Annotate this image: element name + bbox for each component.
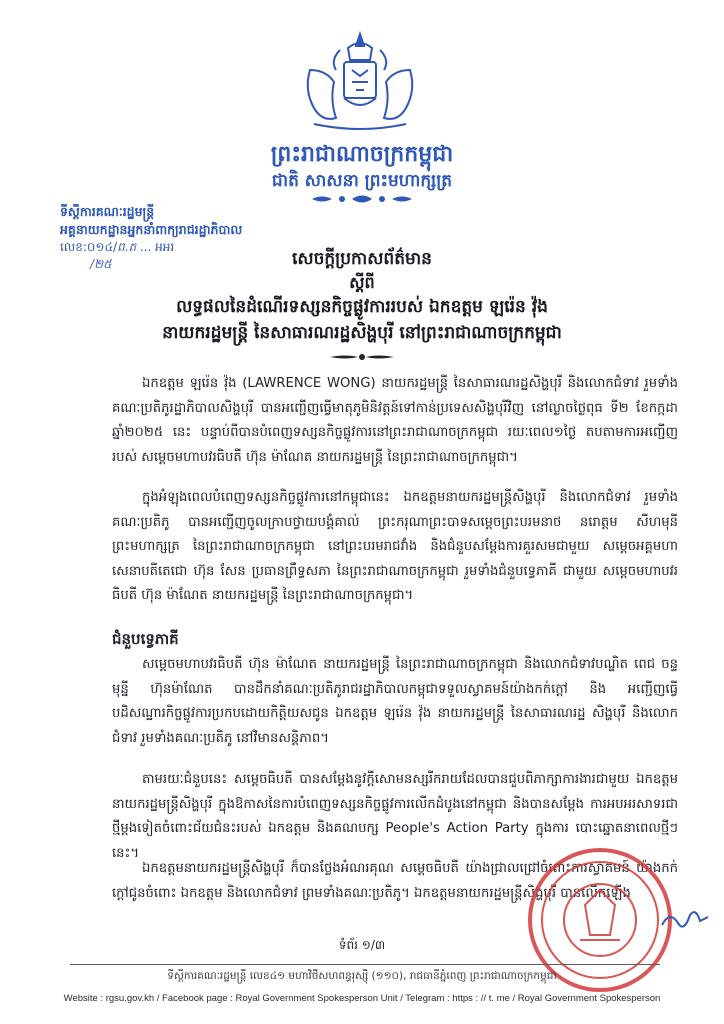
royal-coat-of-arms-icon bbox=[300, 30, 420, 135]
office-line-2: អគ្គនាយកដ្ឋានអ្នកនាំពាក្យរាជរដ្ឋាភិបាល bbox=[60, 222, 243, 237]
footer-address: ទីស្ដីការគណៈរដ្ឋមន្ត្រី លេខ៤១ មហាវិថីសហពន្ធរុស្ស៊ី (១១០), រាជធានីភ្នំពេញ ព្រះរាជាណាចក្រកម្ពុជា bbox=[167, 970, 557, 982]
handwritten-date: /២៥ bbox=[90, 257, 112, 271]
national-motto: ជាតិ សាសនា ព្រះមហាក្សត្រ bbox=[271, 171, 453, 191]
paragraph-3 bbox=[112, 653, 678, 751]
page-number: ទំព័រ ១/៣ bbox=[338, 938, 386, 952]
kingdom-title: ព្រះរាជាណាចក្រកម្ពុជា bbox=[270, 142, 454, 167]
paragraph-5-text: ឯកឧត្តមនាយករដ្ឋមន្ត្រីសិង្ហបុរី ក៏បានថ្លែងអំណរគុណ សម្ដេចធិបតី យ៉ាងជ្រាលជ្រៅចំពោះការស្វាគមន៍ យ៉ាងកក់ក្ដៅជូនចំពោះ ឯកឧត្តម និងលោកជំទាវ ព្រមទាំងគណៈប្រតិភូ។ ឯកឧត្តមនាយករដ្ឋមន្ត្រីសិង្ហបុរី បានលើកឡើង bbox=[112, 861, 678, 901]
title-subject-line-2: នាយករដ្ឋមន្ត្រី នៃសាធារណរដ្ឋសិង្ហបុរី នៅព្រះរាជាណាចក្រកម្ពុជា bbox=[162, 323, 562, 343]
paragraph-2 bbox=[112, 486, 678, 609]
ref-number: ០១៤ bbox=[86, 240, 113, 254]
issuing-office bbox=[60, 203, 242, 239]
paragraph-1 bbox=[112, 372, 678, 470]
paragraph-3-text: សម្ដេចមហាបវរធិបតី ហ៊ុន ម៉ាណែត នាយករដ្ឋមន្ត្រី នៃព្រះរាជាណាចក្រកម្ពុជា និងលោកជំទាវបណ្ឌិត ពេជ ចន្ទមុន្នី ហ៊ុនម៉ាណែត បានដឹកនាំគណៈប្រតិភូរាជរដ្ឋាភិបាលកម្ពុជាទទួលស្វាគមន៍យ៉ាងកក់ក្ដៅ និង អញ្ជើញធ្វើបដិសណ្ឋារកិច្ចផ្លូវការប្រកបដោយកិត្តិយសជូន ឯកឧត្តម ឡរ៉េន វ៉ុង នាយករដ្ឋមន្ត្រី នៃសាធារណរដ្ឋ សិង្ហបុរី និងលោកជំទាវ រួមទាំងគណៈប្រតិភូ នៅវិមានសន្តិភាព។ bbox=[112, 657, 678, 746]
title-ornament-icon bbox=[330, 350, 394, 364]
ref-label: លេខ: bbox=[60, 240, 87, 254]
section-heading-bilateral: ជំនួបទ្វេភាគី bbox=[112, 630, 179, 648]
footer-links: Website : rgsu.gov.kh / Facebook page : Royal Government Spokesperson Unit / Telegram : https : // t. me / Royal Government Spokesperson bbox=[63, 993, 661, 1004]
footer-divider bbox=[70, 964, 660, 965]
title-subject-line-1: លទ្ធផលនៃដំណើរទស្សនកិច្ចផ្លូវការរបស់ ឯកឧត្ដម ឡរ៉េន វ៉ុង bbox=[176, 297, 548, 317]
ref-suffix: អអរ bbox=[155, 240, 175, 254]
date-hand-text: ២៥ bbox=[94, 257, 112, 271]
document-title: សេចក្ដីប្រកាសព័ត៌មាន bbox=[292, 249, 432, 269]
divider-ornament-icon bbox=[312, 192, 412, 206]
ref-handwritten: ព.ត bbox=[117, 240, 137, 254]
reference-number: លេខ:០១៤/ព.ត ... អអរ bbox=[60, 240, 175, 254]
paragraph-2-text: ក្នុងអំឡុងពេលបំពេញទស្សនកិច្ចផ្លូវការនៅកម្ពុជានេះ ឯកឧត្តមនាយករដ្ឋមន្ត្រីសិង្ហបុរី និងលោកជំទាវ រួមទាំងគណៈប្រតិភូ បានអញ្ជើញចូលក្រាបថ្វាយបង្គំគាល់ ព្រះករុណាព្រះបាទសម្ដេចព្រះបរមនាថ នរោត្តម សីហមុនី ព្រះមហាក្សត្រ នៃព្រះរាជាណាចក្រកម្ពុជា នៅព្រះបរមរាជវាំង និងជំនួបសម្ដែងការគួរសមជាមួយ សម្ដេចអគ្គមហាសេនាបតីតេជោ ហ៊ុន សែន ប្រធានព្រឹទ្ធសភា នៃព្រះរាជាណាចក្រកម្ពុជា រួមទាំងជំនួបទ្វេភាគី ជាមួយ សម្ដេចមហាបវរធិបតី ហ៊ុន ម៉ាណែត នាយករដ្ឋមន្ត្រី នៃព្រះរាជាណាចក្រកម្ពុជា។ bbox=[112, 490, 678, 603]
office-line-1: ទីស្ដីការគណៈរដ្ឋមន្ត្រី bbox=[60, 204, 155, 219]
paragraph-4-text: តាមរយៈជំនួបនេះ សម្ដេចធិបតី បានសម្ដែងនូវក្ដីសោមនស្សរីករាយដែលបានជួបពិភាក្សាការងារជាមួយ ឯកឧត្តមនាយករដ្ឋមន្ត្រីសិង្ហបុរី ក្នុងឱកាសនៃការបំពេញទស្សនកិច្ចផ្លូវការលើកដំបូងនៅកម្ពុជា និងបានសម្ដែង ការអបអរសាទរជាថ្មីម្ដងទៀតចំពោះជ័យជំនះរបស់ ឯកឧត្តម និងគណបក្ស People's Action Party ក្នុងការ បោះឆ្នោតនាពេលថ្មីៗនេះ។ bbox=[112, 772, 678, 861]
title-about: ស្ដីពី bbox=[349, 273, 375, 292]
paragraph-1-text: ឯកឧត្តម ឡរ៉េន វ៉ុង (LAWRENCE WONG) នាយករដ្ឋមន្ត្រី នៃសាធារណរដ្ឋសិង្ហបុរី និងលោកជំទាវ រួមទាំងគណៈប្រតិភូរដ្ឋាភិបាលសិង្ហបុរី បានអញ្ជើញធ្វើមាតុភូមិនិវត្តន៍ទៅកាន់ប្រទេសសិង្ហបុរីវិញ នៅល្ងាចថ្ងៃពុធ ទី២ ខែកក្កដា ឆ្នាំ២០២៥ នេះ បន្ទាប់ពីបានបំពេញទស្សនកិច្ចផ្លូវការនៅព្រះរាជាណាចក្រកម្ពុជា រយៈពេល១ថ្ងៃ តបតាមការអញ្ជើញរបស់ សម្ដេចមហាបវរធិបតី ហ៊ុន ម៉ាណែត នាយករដ្ឋមន្ត្រី នៃព្រះរាជាណាចក្រកម្ពុជា។ bbox=[112, 376, 678, 465]
signature-icon bbox=[660, 905, 710, 935]
